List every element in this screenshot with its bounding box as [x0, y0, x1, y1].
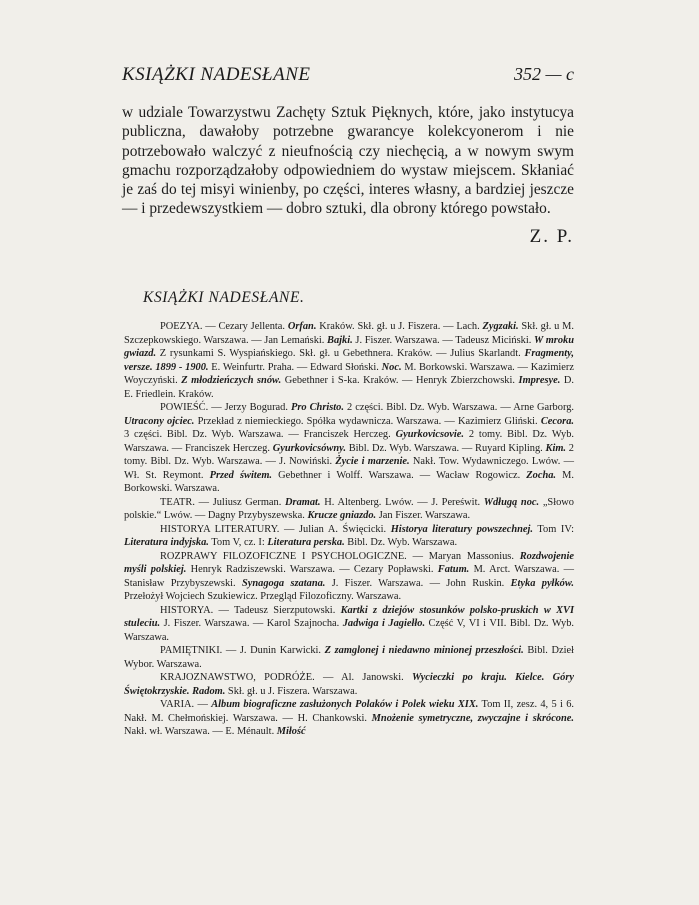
book-title: Krucze gniazdo. [307, 510, 377, 521]
book-title: Miłość [276, 726, 306, 737]
entry-pamietniki [124, 644, 574, 671]
entry-text: Skł. gł. u J. Fiszera. Warszawa. [225, 685, 358, 697]
entry-text: Henryk Radziszewski. Warszawa. — Cezary Popławski. [186, 564, 438, 575]
entry-text: Gebethner i Wolff. Warszawa. — Wacław Rogowicz. [272, 469, 527, 481]
book-title: Rozdwojenie myśli polskiej. [124, 550, 574, 575]
book-title: Utracony ojciec. [124, 415, 195, 427]
entry-rozprawy [124, 550, 574, 604]
signature: Z. P. [529, 226, 574, 247]
book-title: Album biograficzne zasłużonych Polaków i Polek wieku XIX. [211, 699, 479, 710]
entry-historya-literatury [124, 523, 574, 550]
entry-text: Bibl. Dz. Wyb. Warszawa. [344, 537, 458, 548]
entry-text: Tom II, zesz. 4, 5 i 6. Nakł. M. Chełmońskiej. Warszawa. — H. Chankowski. [124, 699, 574, 724]
book-title: Mnożenie symetryczne, zwyczajne i skrócone. [371, 712, 574, 724]
book-title: Wdługą noc. [483, 496, 540, 508]
entry-text: Bibl. Dzieł Wybor. Warszawa. [124, 645, 574, 670]
entry-text: Kraków. Skł. gł. u J. Fiszera. — Lach. [316, 321, 483, 332]
entry-text: ROZPRAWY FILOZOFICZNE I PSYCHOLOGICZNE. — Maryan Massonius. [160, 550, 520, 562]
entry-text: Bibl. Dz. Wyb. Warszawa. — Ruyard Kipling. [345, 442, 546, 454]
book-title: Etyka pyłków. [510, 577, 574, 589]
book-title: W mroku gwiazd. [124, 334, 575, 359]
book-title: Dramat. [285, 496, 321, 508]
book-title: Zocha. [526, 469, 557, 481]
entry-text: H. Altenberg. Lwów. — J. Pereświt. [320, 496, 484, 508]
entry-text: Część V, VI i VII. Bibl. Dz. Wyb. Warszawa. [124, 618, 574, 643]
book-title: Fatum. [437, 564, 470, 575]
running-head [122, 64, 574, 90]
entry-text: POEZYA. — Cezary Jellenta. [160, 321, 288, 332]
entry-text: 3 części. Bibl. Dz. Wyb. Warszawa. — Franciszek Herczeg. [124, 429, 396, 440]
entry-text: M. Borkowski. Warszawa. — Kazimierz Woyczyński. [124, 361, 574, 386]
page-number: 352 — c [514, 64, 574, 84]
entry-text: „Słowo polskie.“ Lwów. — Dagny Przybyszewska. [124, 496, 574, 521]
entry-text: D. E. Friedlein. Kraków. [124, 375, 575, 400]
book-title: Literatura perska. [267, 537, 345, 548]
entry-text: HISTORYA. — Tadeusz Sierzputowski. [160, 604, 341, 616]
entry-text: Nakł. Tow. Wydawniczego. Lwów. — Wł. St. Reymont. [124, 456, 574, 481]
entry-text: Z rysunkami S. Wyspiańskiego. Skł. gł. u Gebethnera. Kraków. — Julius Skarlandt. [156, 348, 525, 359]
book-title: Synagoga szatana. [241, 577, 326, 589]
entry-text: Tom IV: [533, 523, 574, 535]
book-title: Przed świtem. [209, 469, 273, 481]
running-title: KSIĄŻKI NADESŁANE [122, 64, 311, 85]
entry-krajoznawstwo [124, 671, 574, 698]
entry-text: J. Fiszer. Warszawa. — John Ruskin. [325, 577, 511, 589]
entry-historya [124, 604, 574, 645]
entry-text: PAMIĘTNIKI. — J. Dunin Karwicki. [160, 645, 325, 656]
entry-text: 2 tomy. Bibl. Dz. Wyb. Warszawa. — Franciszek Herczeg. [124, 429, 574, 454]
book-title: Kim. [545, 442, 567, 454]
book-title: Impresye. [518, 375, 561, 386]
entry-text: POWIEŚĆ. — Jerzy Bogurad. [160, 402, 291, 413]
book-title: Kartki z dziejów stosunków polsko-pruskich w XVI stuleciu. [124, 604, 575, 629]
entry-text: HISTORYA LITERATURY. — Julian A. Święcicki. [160, 523, 391, 535]
entry-text: Skł. gł. u M. Szczepkowskiego. Warszawa. — Jan Lemański. [124, 321, 575, 346]
book-title: Orfan. [287, 321, 317, 332]
section-title: KSIĄŻKI NADESŁANE. [143, 289, 305, 306]
entry-teatr [124, 496, 574, 523]
entry-varia [124, 698, 574, 739]
book-title: Bajki. [327, 334, 353, 346]
body-paragraph: w udziale Towarzystwu Zachęty Sztuk Pięknych, które, jako instytucya publiczna, dawałoby potrzebne gwarancye kolekcyonerom i nie potrzebowało walczyć z nieufnością czy niechęcią, a w nowym swym gmachu rozporządzałoby odpowiedniem do wystaw miejscem. Skłaniać je zaś do tej misyi winienby, po części, interes własny, a bardziej jeszcze — i przedewszystkiem — dobro sztuki, dla obrony którego powstało. [122, 104, 574, 218]
book-title: Fragmenty, versze. 1899 - 1900. [124, 348, 574, 373]
book-title: Literatura indyjska. [124, 537, 209, 548]
entry-text: M. Borkowski. Warszawa. [124, 469, 574, 494]
book-title: Pro Christo. [291, 402, 344, 413]
book-title: Z młodzieńczych snów. [181, 375, 282, 386]
entry-text: 2 części. Bibl. Dz. Wyb. Warszawa. — Arne Garborg. [343, 402, 575, 413]
entry-text: Jan Fiszer. Warszawa. [376, 510, 471, 521]
book-title: Z zamglonej i niedawno minionej przeszłości. [324, 645, 524, 656]
entry-text: J. Fiszer. Warszawa. — Tadeusz Miciński. [352, 334, 534, 346]
entry-text: Przekład z niemieckiego. Spółka wydawnicza. Warszawa. — Kazimierz Gliński. [194, 415, 541, 427]
book-title: Zygzaki. [482, 321, 519, 332]
book-title: Gyurkovicsovie. [395, 429, 464, 440]
entry-text: Nakł. wł. Warszawa. — E. Ménault. [124, 726, 277, 737]
book-title: Cecora. [540, 415, 575, 427]
entry-text: TEATR. — Juliusz German. [160, 496, 286, 508]
entry-text: Gebethner i S-ka. Kraków. — Henryk Zbierzchowski. [281, 375, 519, 386]
entry-text: Przełożył Wojciech Szukiewicz. Przegląd Filozoficzny. Warszawa. [124, 591, 402, 602]
entry-text: 2 tomy. Bibl. Dz. Wyb. Warszawa. — J. Nowiński. [124, 442, 574, 467]
book-title: Noc. [381, 361, 402, 373]
book-title: Historya literatury powszechnej. [390, 523, 533, 535]
entry-text: J. Fiszer. Warszawa. — Karol Szajnocha. [160, 618, 343, 629]
entry-text: KRAJOZNAWSTWO, PODRÓŻE. — Al. Janowski. [160, 672, 413, 683]
book-title: Gyurkovicsówny. [272, 442, 346, 454]
entry-text: E. Weinfurtr. Praha. — Edward Słoński. [208, 361, 382, 373]
book-title: Wycieczki po kraju. Kielce. Góry Świętokrzyskie. Radom. [124, 672, 574, 697]
entry-text: M. Arct. Warszawa. — Stanisław Przybyszewski. [124, 564, 575, 589]
entry-text: VARIA. — [160, 699, 212, 710]
book-title: Jadwiga i Jagiełło. [342, 618, 426, 629]
book-title: Życie i marzenie. [335, 456, 410, 467]
entries-list [124, 320, 574, 739]
entry-powiesc [124, 401, 574, 496]
entry-text: Tom V, cz. I: [208, 537, 268, 548]
entry-poezya [124, 320, 574, 401]
